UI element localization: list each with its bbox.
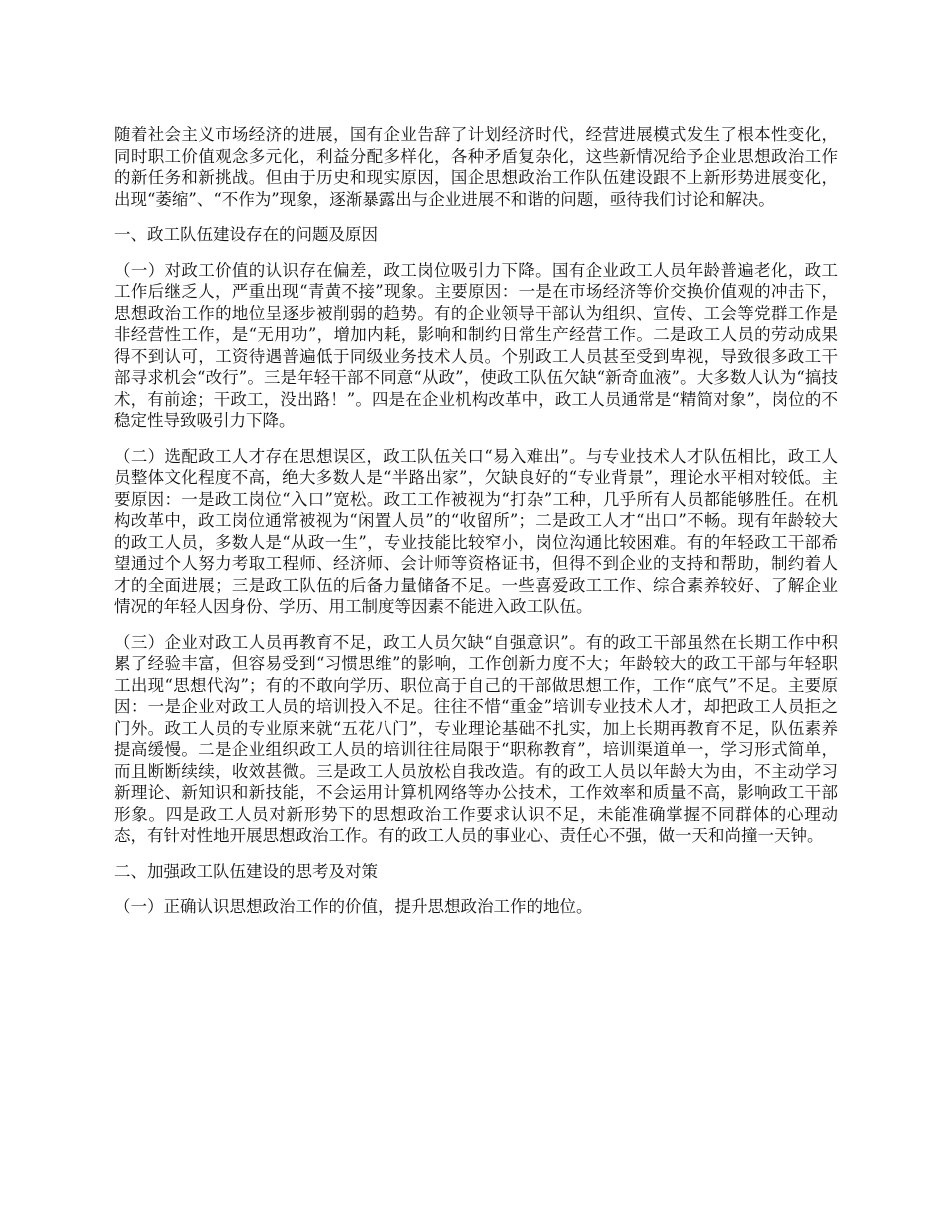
section-1-heading: 一、政工队伍建设存在的问题及原因 [114, 225, 378, 244]
section-1-paragraph-1: （一）对政工价值的认识存在偏差，政工岗位吸引力下降。国有企业政工人员年龄普遍老化，政工工作后继乏人，严重出现“青黄不接”现象。主要原因：一是在市场经济等价交换价值观的冲击下，思想政治工作的地位呈逐步被削弱的趋势。有的企业领导干部认为组织、宣传、工会等党群工作是非经营性工作，是“无用功”，增加内耗，影响和制约日常生产经营工作。二是政工人员的劳动成果得不到认可，工资待遇普遍低于同级业务技术人员。个别政工人员甚至受到卑视，导致很多政工干部寻求机会“改行”。三是年轻干部不同意“从政”，使政工队伍欠缺“新奇血液”。大多数人认为“搞技术，有前途；干政工，没出路！”。四是在企业机构改革中，政工人员通常是“精简对象”，岗位的不稳定性导致吸引力下降。 [114, 260, 838, 430]
intro-paragraph: 随着社会主义市场经济的进展，国有企业告辞了计划经济时代，经营进展模式发生了根本性变化，同时职工价值观念多元化，利益分配多样化，各种矛盾复杂化，这些新情况给予企业思想政治工作的新任务和新挑战。但由于历史和现实原因，国企思想政治工作队伍建设跟不上新形势进展变化，出现“萎缩”、“不作为”现象，逐渐暴露出与企业进展不和谐的问题，亟待我们讨论和解决。 [114, 125, 838, 209]
section-1-paragraph-3: （三）企业对政工人员再教育不足，政工人员欠缺“自强意识”。有的政工干部虽然在长期工作中积累了经验丰富，但容易受到“习惯思维”的影响，工作创新力度不大；年龄较大的政工干部与年轻职工出现“思想代沟”；有的不敢向学历、职位高于自己的干部做思想工作，工作“底气”不足。主要原因：一是企业对政工人员的培训投入不足。往往不惜“重金”培训专业技术人才，却把政工人员拒之门外。政工人员的专业原来就“五花八门”，专业理论基础不扎实，加上长期再教育不足，队伍素养提高缓慢。二是企业组织政工人员的培训往往局限于“职称教育”，培训渠道单一，学习形式简单，而且断断续续，收效甚微。三是政工人员放松自我改造。有的政工人员以年龄大为由，不主动学习新理论、新知识和新技能，不会运用计算机网络等办公技术，工作效率和质量不高，影响政工干部形象。四是政工人员对新形势下的思想政治工作要求认识不足，未能准确掌握不同群体的心理动态，有针对性地开展思想政治工作。有的政工人员的事业心、责任心不强，做一天和尚撞一天钟。 [114, 632, 838, 845]
document-body [114, 124, 838, 932]
section-2-heading: 二、加强政工队伍建设的思考及对策 [114, 861, 378, 881]
section-2-paragraph-1: （一）正确认识思想政治工作的价值，提升思想政治工作的地位。 [114, 897, 593, 916]
section-1-paragraph-2: （二）选配政工人才存在思想误区，政工队伍关口“易入难出”。与专业技术人才队伍相比，政工人员整体文化程度不高，绝大多数人是“半路出家”，欠缺良好的“专业背景”，理论水平相对较低。主要原因：一是政工岗位“入口”宽松。政工工作被视为“打杂”工种，几乎所有人员都能够胜任。在机构改革中，政工岗位通常被视为“闲置人员”的“收留所”；二是政工人才“出口”不畅。现有年龄较大的政工人员，多数人是“从政一生”，专业技能比较窄小，岗位沟通比较困难。有的年轻政工干部希望通过个人努力考取工程师、经济师、会计师等资格证书，但得不到企业的支持和帮助，制约着人才的全面进展；三是政工队伍的后备力量储备不足。一些喜爱政工工作、综合素养较好、了解企业情况的年轻人因身份、学历、用工制度等因素不能进入政工队伍。 [114, 446, 838, 616]
